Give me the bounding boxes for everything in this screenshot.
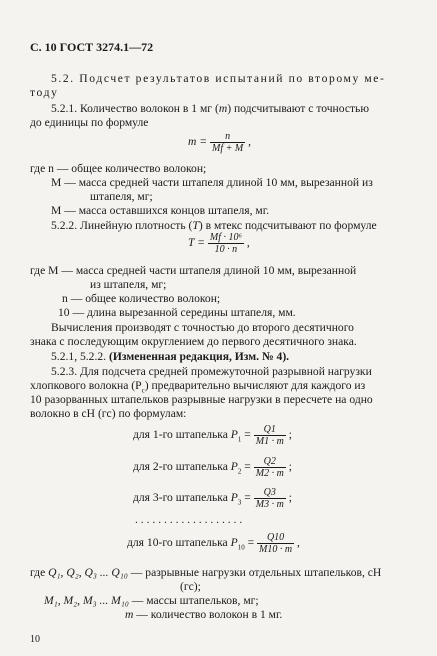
formula-p3: для 3-го штапелька $P_3$ = $\frac{Q3}{M3 \cdot m}$ ; — [133, 487, 292, 510]
formula-p3-fraction — [254, 487, 286, 510]
formula-p2-denominator: M2 · m — [255, 468, 284, 479]
where-1-m: M — масса оставшихся концов штапеля, мг. — [51, 204, 270, 217]
var-m: m — [218, 102, 228, 115]
para-5-2-3-cont-1: хлопкового волокна $(P_c)$ предварительно вычисляют для каждого из — [30, 379, 366, 395]
where-2-n: n — общее количество волокон; — [62, 292, 221, 305]
formula-t-fraction — [208, 232, 244, 255]
where-3-q-vars: Q₁, Q₂, Q₃ ... Q₁₀ — [48, 566, 128, 579]
where-3-m-def: — массы штапельков, мг; — [131, 594, 259, 607]
para-5-2-2-text-end: ) в мтекс подсчитывают по формуле — [198, 219, 377, 232]
where-3-q — [30, 566, 381, 580]
para-5-2-3-cont-2: 10 разорванных штапельков разрывные нагрузки в пересчете на одно — [30, 393, 373, 406]
where-3-q-cont: (гс); — [180, 580, 201, 593]
where-3-prefix: где — [30, 566, 46, 579]
where-1-mf: M — масса средней части штапеля длиной 10 мм, вырезанной из — [51, 176, 373, 189]
where-3-m-vars: M₁, M₂, M₃ ... M₁₀ — [44, 594, 129, 607]
formula-p2-fraction — [254, 456, 286, 479]
para-5-2-3-text-b: ) предварительно вычисляют для каждого из — [144, 379, 366, 392]
where-1-n: где n — общее количество волокон; — [30, 162, 207, 175]
where-1-mf-cont: штапеля, мг; — [90, 190, 153, 203]
formula-p3-numerator: Q3 — [263, 487, 276, 498]
formula-p2-label: для 2-го штапелька — [133, 460, 228, 474]
where-2-mf-cont: из штапеля, мг; — [90, 278, 167, 291]
formula-m-denominator: Mf + M — [212, 143, 244, 154]
where-3-fiber — [125, 608, 282, 622]
formula-p1: для 1-го штапелька $P_1$ = $\frac{Q1}{M1 \cdot m}$ ; — [133, 424, 292, 447]
para-5-2-3-cont-3: волокно в сН (гс) по формулам: — [30, 407, 187, 420]
calc-line-2: знака с последующим округлением до первого десятичного знака. — [30, 335, 357, 348]
formula-t: T = $\frac{\text{Mf · 10⁶}}{10 \cdot n}$ , — [188, 232, 250, 255]
formula-p1-denominator: M1 · m — [255, 436, 284, 447]
formula-m-fraction — [210, 131, 245, 154]
page-number: 10 — [30, 634, 40, 645]
amendment-refs: 5.2.1, 5.2.2. — [51, 350, 107, 363]
formula-p3-label: для 3-го штапелька — [133, 491, 228, 505]
formula-t-numerator: Mf · 10⁶ — [209, 232, 242, 243]
formula-m-lhs: m = — [188, 135, 208, 149]
page-header: С. 10 ГОСТ 3274.1—72 — [30, 40, 154, 54]
section-5-2-title: 5.2. Подсчет результатов испытаний по второму ме- — [51, 72, 386, 85]
formula-m: m = $\frac{n}{Mf + M}$ , — [188, 131, 251, 154]
para-5-2-1 — [51, 102, 369, 116]
where-3-m — [44, 594, 259, 608]
amendment-text: (Измененная редакция, Изм. № 4). — [108, 350, 290, 363]
var-t: T — [192, 219, 199, 232]
formula-p1-numerator: Q1 — [263, 424, 276, 435]
where-3-fiber-var: m — [125, 608, 134, 621]
formula-p10: для 10-го штапелька $P_{10}$ = $\frac{Q10}{M10 \cdot m}$ , — [127, 532, 300, 555]
calc-line-1: Вычисления производят с точностью до второго десятичного — [51, 321, 354, 334]
formula-m-numerator: n — [225, 131, 231, 142]
para-5-2-1-text-end: ) подсчитывают с точностью — [227, 102, 370, 115]
where-3-fiber-def: — количество волокон в 1 мг. — [136, 608, 283, 621]
where-3-q-def: — разрывные нагрузки отдельных штапельков, сН — [130, 566, 382, 579]
formula-p10-numerator: Q10 — [266, 532, 285, 543]
formula-p10-label: для 10-го штапелька — [127, 536, 228, 550]
para-5-2-2 — [51, 219, 377, 233]
para-5-2-1-cont: до единицы по формуле — [30, 116, 149, 129]
formula-p1-fraction — [254, 424, 286, 447]
amendment-note — [51, 350, 289, 364]
ellipsis-dots: . . . . . . . . . . . . . . . . . . . — [135, 513, 243, 526]
formula-p2: для 2-го штапелька $P_2$ = $\frac{Q2}{M2 \cdot m}$ ; — [133, 456, 292, 479]
para-5-2-3-text-a: хлопкового волокна (P — [30, 379, 142, 392]
formula-p2-numerator: Q2 — [263, 456, 276, 467]
where-2-mf: где M — масса средней части штапеля длиной 10 мм, вырезанной — [30, 264, 357, 277]
formula-p1-label: для 1-го штапелька — [133, 428, 228, 442]
formula-t-denominator: 10 · n — [208, 243, 244, 255]
para-5-2-2-text: 5.2.2. Линейную плотность ( — [51, 219, 193, 232]
para-5-2-3: 5.2.3. Для подсчета средней промежуточной разрывной нагрузки — [51, 365, 372, 378]
formula-p10-denominator: M10 · m — [259, 544, 293, 555]
section-5-2-title-cont: тоду — [30, 86, 59, 99]
formula-p10-fraction — [257, 532, 294, 555]
formula-p3-denominator: M3 · m — [255, 499, 284, 510]
formula-t-lhs: T = — [188, 236, 205, 250]
para-5-2-1-text: 5.2.1. Количество волокон в 1 мг ( — [51, 102, 219, 115]
where-2-10: 10 — длина вырезанной середины штапеля, мм. — [58, 306, 296, 319]
